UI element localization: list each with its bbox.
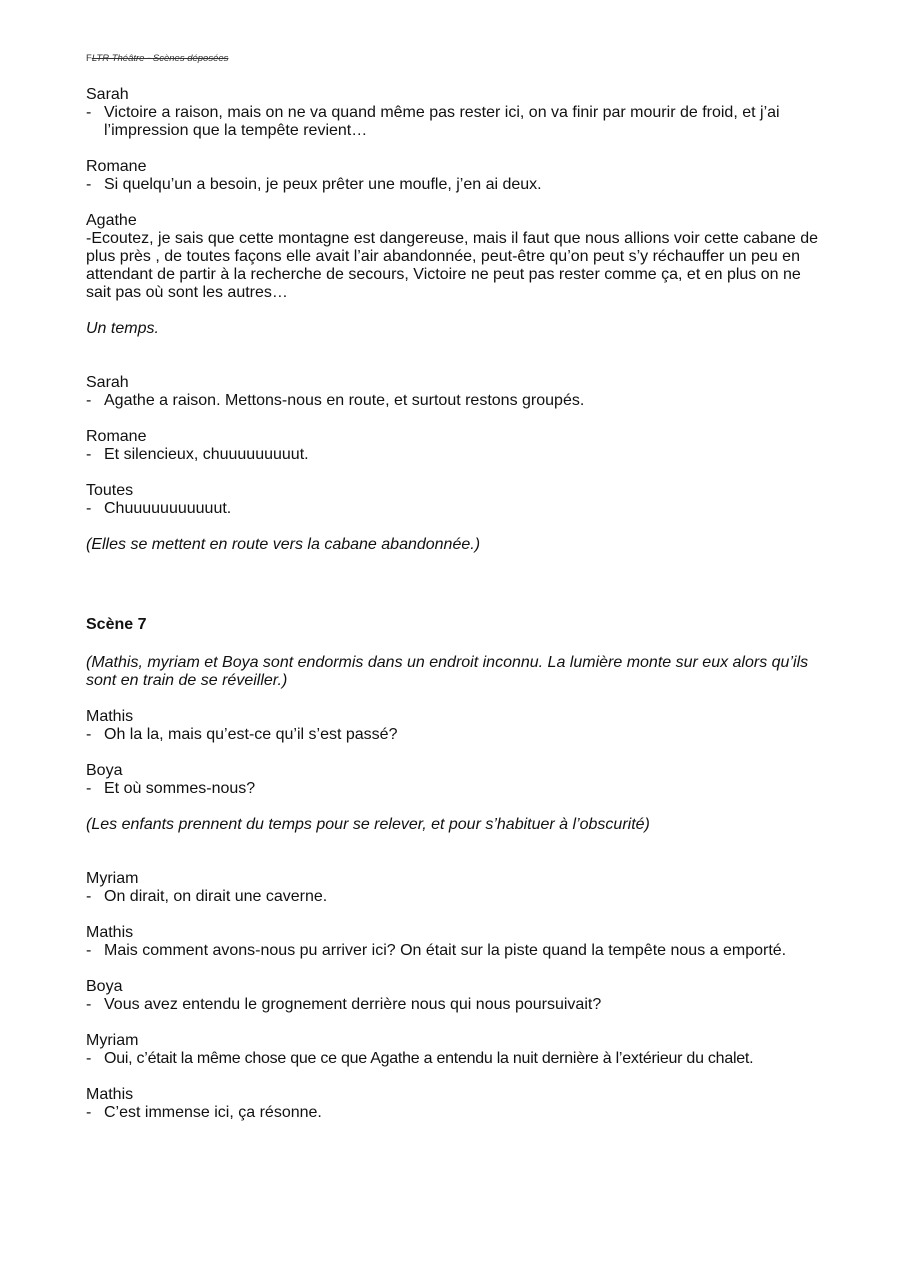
speaker-name: Sarah bbox=[86, 374, 129, 391]
speaker-name: Boya bbox=[86, 978, 123, 995]
speaker-name: Boya bbox=[86, 762, 123, 779]
dialogue-line: Oui, c’était la même chose que ce que Agathe a entendu la nuit dernière à l’extérieur du chalet. bbox=[104, 1050, 754, 1067]
dialogue-line: -Ecoutez, je sais que cette montagne est dangereuse, mais il faut que nous allions voir cette cabane de plus près , de toutes façons elle avait l’air abandonnée, peut-être qu’on peut s’y réchauffer un peu en attendant de partir à la recherche de secours, Victoire ne peut pas rester comme ça, et en plus on ne sait pas où sont les autres… bbox=[86, 230, 818, 301]
stage-direction: Un temps. bbox=[86, 320, 159, 337]
header-initial: F bbox=[86, 53, 92, 64]
dialogue-block bbox=[86, 428, 826, 464]
dialogue-dash: - bbox=[86, 726, 92, 743]
dialogue-line: Oh la la, mais qu’est-ce qu’il s’est passé? bbox=[104, 726, 398, 743]
page-header bbox=[86, 53, 228, 64]
dialogue-block bbox=[86, 708, 826, 744]
dialogue-line: Si quelqu’un a besoin, je peux prêter une moufle, j’en ai deux. bbox=[104, 176, 542, 193]
speaker-name: Myriam bbox=[86, 870, 139, 887]
dialogue-line: Et silencieux, chuuuuuuuuut. bbox=[104, 446, 309, 463]
dialogue-line: Victoire a raison, mais on ne va quand même pas rester ici, on va finir par mourir de froid, et j’ai l’impression que la tempête revient… bbox=[104, 104, 780, 139]
dialogue-dash: - bbox=[86, 392, 92, 409]
script-content bbox=[86, 86, 826, 1122]
dialogue-dash: - bbox=[86, 500, 92, 517]
dialogue-block bbox=[86, 212, 826, 302]
dialogue-block bbox=[86, 978, 826, 1014]
dialogue-block bbox=[86, 374, 826, 410]
speaker-name: Myriam bbox=[86, 1032, 139, 1049]
dialogue-dash: - bbox=[86, 1050, 92, 1067]
speaker-name: Mathis bbox=[86, 924, 134, 941]
dialogue-block bbox=[86, 924, 826, 960]
dialogue-block bbox=[86, 86, 826, 140]
stage-direction: (Elles se mettent en route vers la cabane abandonnée.) bbox=[86, 536, 481, 553]
stage-direction: (Les enfants prennent du temps pour se relever, et pour s’habituer à l’obscurité) bbox=[86, 816, 650, 833]
speaker-name: Sarah bbox=[86, 86, 129, 103]
dialogue-line: On dirait, on dirait une caverne. bbox=[104, 888, 328, 905]
dialogue-line: C’est immense ici, ça résonne. bbox=[104, 1104, 322, 1121]
dialogue-dash: - bbox=[86, 1104, 92, 1121]
dialogue-line: Chuuuuuuuuuuut. bbox=[104, 500, 232, 517]
dialogue-line: Et où sommes-nous? bbox=[104, 780, 256, 797]
speaker-name: Mathis bbox=[86, 1086, 134, 1103]
dialogue-dash: - bbox=[86, 888, 92, 905]
dialogue-line: Mais comment avons-nous pu arriver ici? On était sur la piste quand la tempête nous a emporté. bbox=[104, 942, 787, 959]
dialogue-dash: - bbox=[86, 942, 92, 959]
dialogue-block bbox=[86, 1032, 826, 1068]
dialogue-block bbox=[86, 158, 826, 194]
dialogue-block bbox=[86, 1086, 826, 1122]
dialogue-block bbox=[86, 870, 826, 906]
dialogue-dash: - bbox=[86, 176, 92, 193]
speaker-name: Toutes bbox=[86, 482, 134, 499]
speaker-name: Agathe bbox=[86, 212, 137, 229]
dialogue-dash: - bbox=[86, 996, 92, 1013]
dialogue-block bbox=[86, 482, 826, 518]
dialogue-dash: - bbox=[86, 446, 92, 463]
dialogue-dash: - bbox=[86, 780, 92, 797]
dialogue-line: Vous avez entendu le grognement derrière nous qui nous poursuivait? bbox=[104, 996, 602, 1013]
dialogue-dash: - bbox=[86, 104, 92, 121]
dialogue-block bbox=[86, 762, 826, 798]
header-text: LTR Théâtre - Scènes déposées bbox=[91, 53, 229, 64]
speaker-name: Romane bbox=[86, 158, 147, 175]
stage-direction: (Mathis, myriam et Boya sont endormis dans un endroit inconnu. La lumière monte sur eux alors qu’ils sont en train de se réveiller.) bbox=[86, 654, 809, 689]
speaker-name: Mathis bbox=[86, 708, 134, 725]
scene-heading: Scène 7 bbox=[86, 616, 147, 633]
speaker-name: Romane bbox=[86, 428, 147, 445]
dialogue-line: Agathe a raison. Mettons-nous en route, et surtout restons groupés. bbox=[104, 392, 585, 409]
